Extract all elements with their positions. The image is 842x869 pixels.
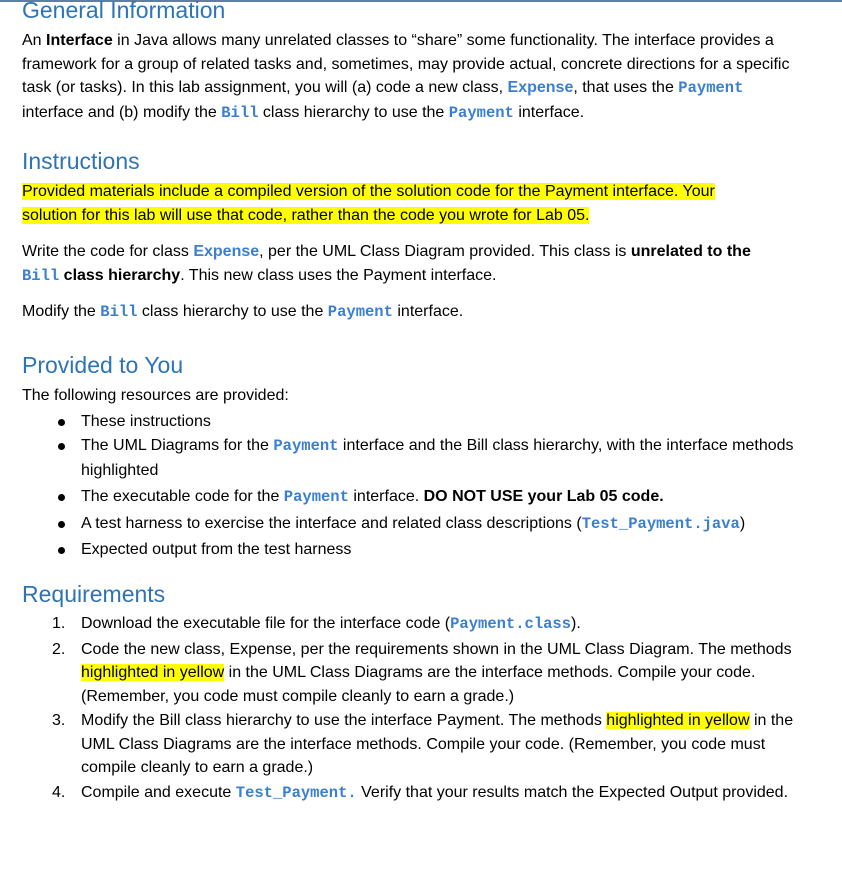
text: interface. (392, 303, 464, 320)
text: . This new class uses the Payment interface. (180, 266, 497, 284)
list-item (22, 638, 801, 709)
list-item (22, 612, 822, 637)
payment-code: Payment (448, 103, 514, 122)
list-number: 4. (52, 783, 66, 801)
test-payment-java-code: Test_Payment.java (581, 514, 740, 533)
bold-text: unrelated to the (630, 243, 751, 260)
provided-intro: The following resources are provided: (22, 387, 289, 404)
instructions-heading: Instructions (22, 148, 140, 174)
list-number: 2. (52, 640, 66, 658)
list-item (22, 709, 811, 780)
text: class hierarchy to use the (137, 303, 328, 320)
text: interface. (513, 103, 585, 121)
text: ) (739, 514, 746, 532)
text: These instructions (81, 412, 211, 430)
interface-term: Interface (46, 32, 113, 49)
bullet-icon (58, 547, 65, 554)
test-payment-code: Test_Payment. (235, 783, 357, 802)
list-item (22, 512, 822, 537)
list-item (22, 538, 822, 562)
payment-code: Payment (678, 79, 744, 97)
text: Compile and execute (81, 783, 236, 801)
highlighted-text: highlighted in yellow (81, 664, 225, 681)
bullet-icon (58, 419, 65, 426)
text: The executable code for the (81, 488, 284, 505)
general-information-section (22, 0, 822, 125)
text: Write the code for class (22, 243, 194, 260)
bill-code: Bill (100, 303, 138, 321)
text: interface. (348, 488, 424, 505)
expense-term: Expense (507, 79, 574, 96)
text: Expected output from the test harness (81, 541, 352, 558)
text: in the UML Class Diagrams are the interface methods. Compile your code. (Remember, you code must compile cleanly to earn a grade.) (81, 712, 794, 776)
payment-class-code: Payment.class (450, 615, 572, 633)
requirements-list (22, 612, 822, 805)
text: in the UML Class Diagrams are the interface methods. Compile your code. (Remember, you code must compile cleanly to earn a grade.) (81, 664, 756, 705)
instructions-paragraph-2 (22, 240, 802, 288)
text: Download the executable file for the interface code ( (81, 615, 451, 632)
payment-code: Payment (283, 488, 349, 506)
bullet-icon (58, 443, 65, 450)
text: ). (571, 615, 581, 632)
text: , that uses the (573, 79, 679, 96)
provided-list (22, 410, 822, 562)
highlight-line-2: solution for this lab will use that code, rather than the code you wrote for Lab 05. (22, 206, 590, 224)
text: Verify that your results match the Expected Output provided. (356, 783, 789, 801)
list-item (22, 485, 822, 510)
instructions-section (22, 148, 822, 325)
text: class hierarchy to use the (258, 103, 449, 121)
requirements-heading: Requirements (22, 581, 166, 607)
highlight-line-1: Provided materials include a compiled version of the solution code for the Payment interface. Your (22, 183, 715, 200)
requirements-section (22, 581, 822, 805)
bill-code: Bill (221, 103, 259, 122)
text: interface and the Bill class hierarchy, with the interface methods highlighted (81, 437, 794, 479)
text: Modify the Bill class hierarchy to use the interface Payment. The methods (81, 712, 607, 729)
text: , per the UML Class Diagram provided. This class is (259, 243, 631, 260)
bullet-icon (58, 494, 65, 501)
payment-code: Payment (273, 437, 339, 455)
bold-text: DO NOT USE your Lab 05 code. (423, 488, 664, 505)
provided-section (22, 352, 822, 562)
general-paragraph (22, 29, 802, 125)
highlighted-note (22, 180, 822, 227)
provided-heading: Provided to You (22, 352, 184, 378)
bill-code: Bill (22, 266, 60, 285)
text: in Java allows many unrelated classes to “share” some functionality. The interface provides a framework for a group of related tasks and, sometimes, may provide actual, concrete directions for a specific task (or tasks). In this lab assignment, you will (a) code a new class, (22, 32, 790, 96)
highlighted-text: highlighted in yellow (606, 712, 750, 729)
text: A test harness to exercise the interface and related class descriptions ( (81, 514, 582, 532)
general-information-heading: General Information (22, 0, 226, 23)
text: interface and (b) modify the (22, 103, 222, 121)
bullet-icon (58, 521, 65, 528)
list-number: 1. (52, 615, 66, 632)
expense-term: Expense (193, 243, 260, 260)
text: Modify the (22, 303, 101, 320)
list-item (22, 434, 801, 482)
list-item (22, 781, 811, 806)
payment-code: Payment (327, 303, 393, 321)
list-number: 3. (52, 712, 66, 729)
bold-text: class hierarchy (59, 266, 181, 284)
text: The UML Diagrams for the (81, 437, 274, 454)
text: Code the new class, Expense, per the requirements shown in the UML Class Diagram. The methods (81, 640, 792, 658)
instructions-paragraph-3 (22, 300, 822, 325)
list-item (22, 410, 822, 434)
text: An (22, 32, 47, 49)
